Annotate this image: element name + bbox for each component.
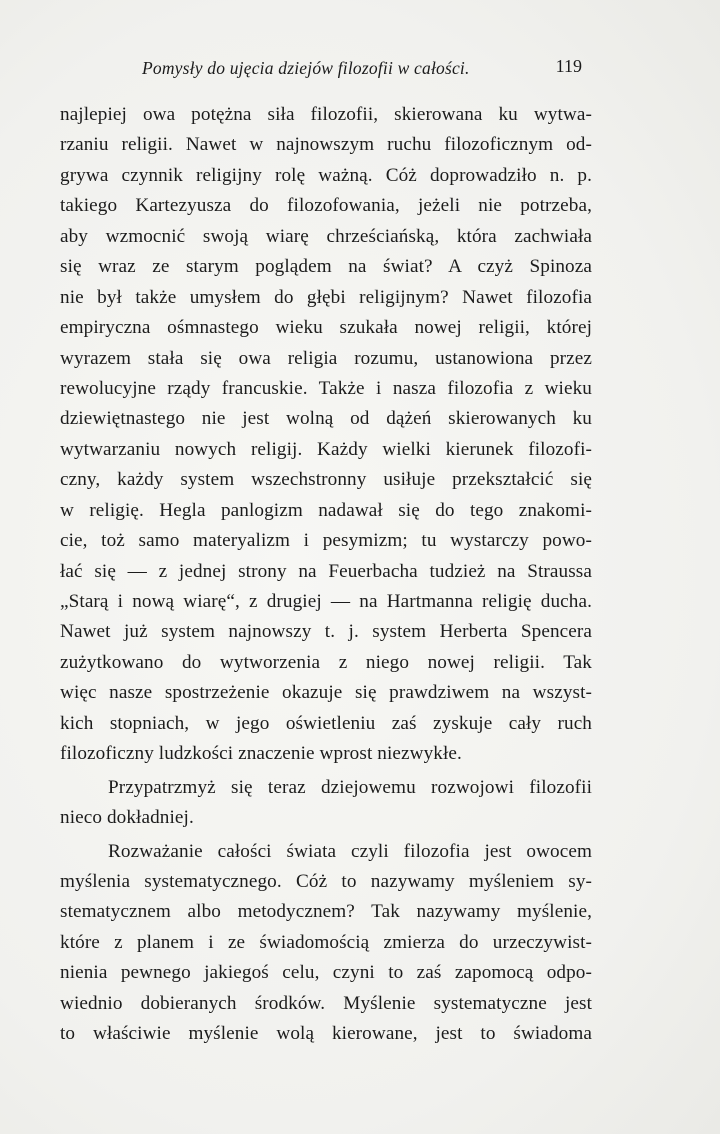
paragraph bbox=[60, 837, 592, 1050]
text-line: się wraz ze starym poglądem na świat? A czyż Spinoza bbox=[60, 256, 592, 278]
text-line: nieco dokładniej. bbox=[60, 807, 194, 829]
text-line: Rozważanie całości świata czyli filozofia jest owocem bbox=[108, 840, 592, 862]
text-line: które z planem i ze świadomością zmierza do urzeczywist- bbox=[60, 931, 592, 953]
text-line: nienia pewnego jakiegoś celu, czyni to zaś zapomocą odpo- bbox=[60, 962, 592, 984]
text-line: łać się — z jednej strony na Feuerbacha tudzież na Straussa bbox=[60, 560, 592, 582]
text-line: wytwarzaniu nowych religij. Każdy wielki kierunek filozofi- bbox=[60, 438, 592, 460]
text-line: empiryczna ośmnastego wieku szukała nowej religii, której bbox=[60, 317, 592, 339]
text-line: więc nasze spostrzeżenie okazuje się prawdziwem na wszyst- bbox=[60, 682, 592, 704]
text-line: takiego Kartezyusza do filozofowania, jeżeli nie potrzeba, bbox=[60, 195, 592, 217]
page-number: 119 bbox=[555, 56, 582, 76]
text-line: wiednio dobieranych środków. Myślenie systematyczne jest bbox=[60, 992, 592, 1014]
text-line: cie, toż samo materyalizm i pesymizm; tu wystarczy powo- bbox=[60, 530, 592, 552]
text-line: w religię. Hegla panlogizm nadawał się do tego znakomi- bbox=[60, 499, 592, 521]
text-line: rewolucyjne rządy francuskie. Także i nasza filozofia z wieku bbox=[60, 377, 592, 399]
text-line: grywa czynnik religijny rolę ważną. Cóż doprowadziło n. p. bbox=[60, 164, 592, 186]
text-line: filozoficzny ludzkości znaczenie wprost niezwykłe. bbox=[60, 743, 462, 765]
text-line: aby wzmocnić swoją wiarę chrześciańską, która zachwiała bbox=[60, 225, 592, 247]
text-line: stematycznem albo metodycznem? Tak nazywamy myślenie, bbox=[60, 901, 592, 923]
body-text bbox=[60, 100, 592, 1050]
text-line: myślenia systematycznego. Cóż to nazywamy myśleniem sy- bbox=[60, 870, 592, 892]
text-line: najlepiej owa potężna siła filozofii, skierowana ku wytwa- bbox=[60, 104, 592, 125]
running-title: Pomysły do ujęcia dziejów filozofii w całości. bbox=[142, 58, 470, 78]
text-line: rzaniu religii. Nawet w najnowszym ruchu filozoficznym od- bbox=[60, 134, 592, 156]
paragraph bbox=[60, 773, 592, 834]
text-line: kich stopniach, w jego oświetleniu zaś zyskuje cały ruch bbox=[60, 712, 592, 734]
text-line: wyrazem stała się owa religia rozumu, ustanowiona przez bbox=[60, 347, 592, 369]
page-header bbox=[120, 50, 590, 90]
text-line: zużytkowano do wytworzenia z niego nowej religii. Tak bbox=[60, 651, 592, 673]
paragraph bbox=[60, 100, 592, 770]
text-line: Przypatrzmyż się teraz dziejowemu rozwojowi filozofii bbox=[108, 776, 592, 798]
text-line: „Starą i nową wiarę“, z drugiej — na Hartmanna religię ducha. bbox=[60, 591, 592, 612]
text-line: dziewiętnastego nie jest wolną od dążeń skierowanych ku bbox=[60, 408, 592, 430]
text-line: czny, każdy system wszechstronny usiłuje przekształcić się bbox=[60, 469, 592, 491]
text-line: nie był także umysłem do głębi religijnym? Nawet filozofia bbox=[60, 286, 592, 308]
text-line: to właściwie myślenie wolą kierowane, jest to świadoma bbox=[60, 1023, 592, 1045]
text-line: Nawet już system najnowszy t. j. system Herberta Spencera bbox=[60, 621, 592, 643]
